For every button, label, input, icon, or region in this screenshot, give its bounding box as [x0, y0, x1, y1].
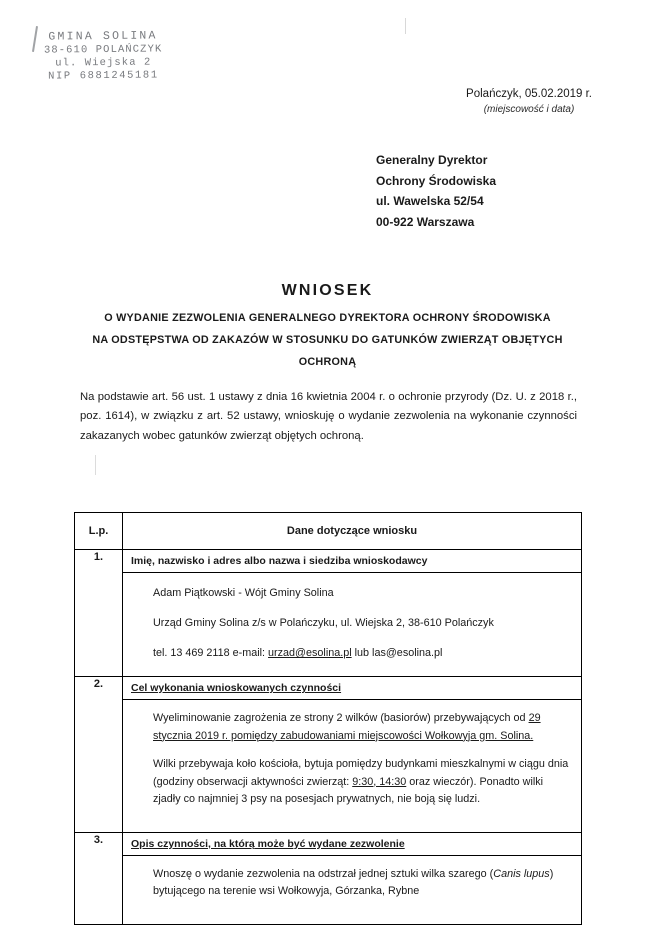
- row-number-2: 2.: [75, 677, 123, 832]
- table-header-row: [75, 513, 582, 550]
- addressee-line-3: ul. Wawelska 52/54: [376, 194, 484, 209]
- email-link[interactable]: urzad@esolina.pl: [268, 647, 352, 660]
- row-content-1: [123, 550, 582, 677]
- table-header-dane: Dane dotyczące wniosku: [123, 513, 582, 550]
- addressee-line-4: 00-922 Warszawa: [376, 214, 475, 229]
- species-latin-name: Canis lupus: [493, 867, 550, 880]
- stamp-line-postcode: 38-610 POLAŃCZYK: [43, 43, 163, 57]
- section-body-3: [123, 856, 581, 924]
- subtitle-line-3: OCHRONĄ: [298, 356, 357, 369]
- stamp-line-organization: GMINA SOLINA: [48, 29, 158, 44]
- purpose-date-underlined: 29 stycznia 2019 r. pomiędzy zabudowaniami miejscowości Wołkowyja gm. Solina.: [153, 712, 541, 742]
- applicant-name: Adam Piątkowski - Wójt Gminy Solina: [153, 587, 334, 599]
- faint-mark-top: [405, 18, 406, 34]
- purpose-text-b: Wilki przebywaja koło kościoła, bytuja pomiędzy budynkami mieszkalnymi w ciągu dnia (godziny obserwacji aktywności zwierząt:: [153, 758, 569, 788]
- description-text-a: Wnoszę o wydanie zezwolenia na odstrzał jednej sztuki wilka szarego (: [153, 867, 494, 880]
- table-row: [75, 677, 582, 832]
- contact-suffix: lub las@esolina.pl: [351, 647, 443, 660]
- applicant-contact: [153, 643, 569, 664]
- purpose-text-a: Wyeliminowanie zagrożenia ze strony 2 wilków (basiorów) przebywających od: [153, 712, 529, 725]
- table-row: [75, 832, 582, 924]
- description-paragraph: [153, 866, 569, 901]
- place-and-date: [466, 86, 592, 117]
- document-title: WNIOSEK: [281, 282, 374, 299]
- place-date-caption: (miejscowość i data): [483, 103, 575, 115]
- subtitle-line-1: O WYDANIE ZEZWOLENIA GENERALNEGO DYREKTORA OCHRONY ŚRODOWISKA: [104, 312, 551, 324]
- description-text-b: ): [549, 867, 554, 880]
- place-date-value: Polańczyk, 05.02.2019 r.: [466, 88, 592, 100]
- subtitle-line-2: NA ODSTĘPSTWA OD ZAKAZÓW W STOSUNKU DO GATUNKÓW ZWIERZĄT OBJĘTYCH: [92, 334, 563, 347]
- pen-mark: [32, 26, 38, 52]
- table-header-lp: L.p.: [75, 513, 123, 550]
- faint-mark-left: [95, 455, 96, 475]
- section-title-2-text: Cel wykonania wnioskowanych czynności: [131, 682, 342, 695]
- addressee-line-1: Generalny Dyrektor: [376, 153, 488, 167]
- row-content-3: [123, 832, 582, 924]
- intro-paragraph: Na podstawie art. 56 ust. 1 ustawy z dnia 16 kwietnia 2004 r. o ochronie przyrody (Dz. U. z 2018 r., poz. 1614), w związku z art. 52 ustawy, wnioskuję o wydanie zezwolenia na wykonanie czynności zakazanych wobec gatunków zwierząt objętych ochroną.: [80, 391, 577, 442]
- row-content-2: [123, 677, 582, 832]
- section-title-2: [123, 677, 581, 700]
- section-body-2: [123, 700, 581, 831]
- section-title-3-text: Opis czynności, na którą może być wydane zezwolenie: [131, 837, 405, 850]
- purpose-hours-underlined: 9:30, 14:30: [352, 775, 407, 788]
- addressee-block: [376, 150, 496, 233]
- stamp-line-street: ul. Wiejska 2: [55, 56, 152, 70]
- section-body-1: [123, 573, 581, 676]
- section-title-3: [123, 833, 581, 856]
- contact-prefix: tel. 13 469 2118 e-mail:: [153, 647, 269, 660]
- row-number-3: 3.: [75, 832, 123, 924]
- row-number-1: 1.: [75, 550, 123, 677]
- purpose-text-c: oraz wieczór). Ponadto wilki zjadły co najmniej 3 psy na posesjach prywatnych, nie boją się ludzi.: [153, 775, 544, 806]
- purpose-paragraph-1: [153, 710, 569, 745]
- addressee-line-2: Ochrony Środowiska: [376, 173, 497, 188]
- organization-stamp: [44, 29, 163, 83]
- applicant-address: Urząd Gminy Solina z/s w Polańczyku, ul. Wiejska 2, 38-610 Polańczyk: [153, 617, 494, 630]
- stamp-line-nip: NIP 6881245181: [48, 69, 159, 83]
- section-title-1: Imię, nazwisko i adres albo nazwa i siedziba wnioskodawcy: [123, 550, 581, 573]
- document-subtitle: [70, 307, 585, 373]
- table-row: [75, 550, 582, 677]
- purpose-paragraph-2: [153, 756, 569, 808]
- description-locations: bytującego na terenie wsi Wołkowyja, Górzanka, Rybne: [153, 885, 420, 898]
- application-table: [74, 512, 582, 925]
